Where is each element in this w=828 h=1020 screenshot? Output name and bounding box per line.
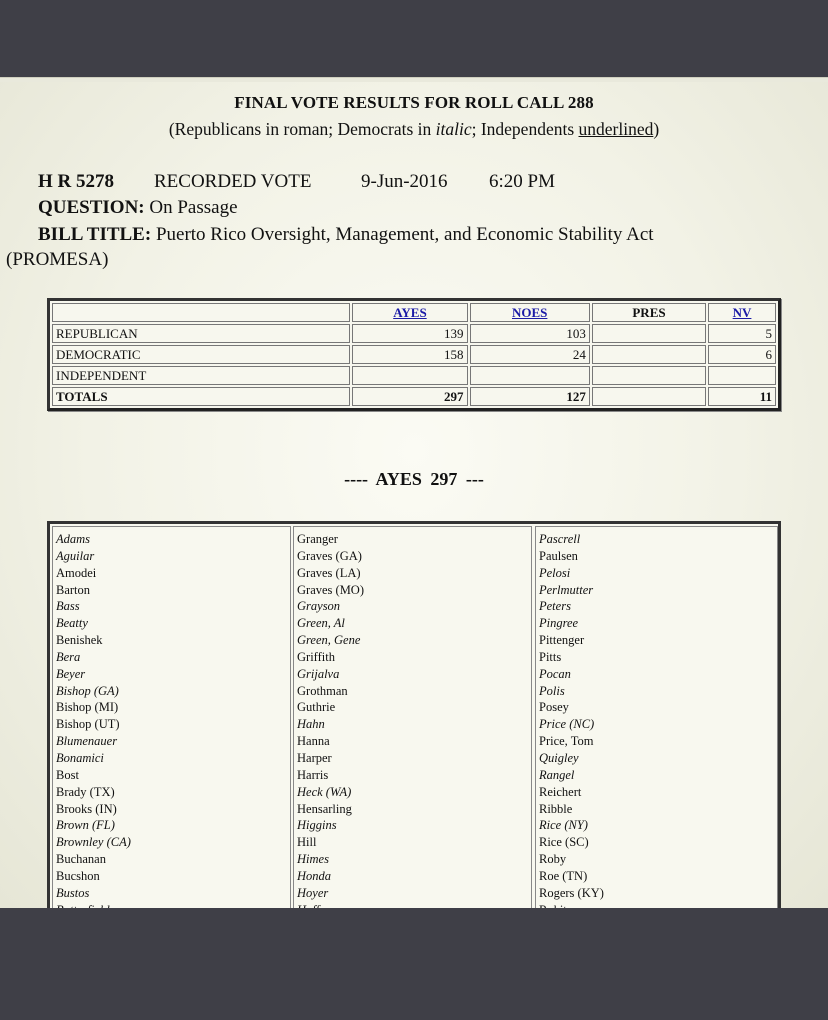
member-name: Graves (LA) [297,565,361,580]
nv-count: 6 [708,345,776,364]
party-label: TOTALS [52,387,350,406]
member-name: Grijalva [297,666,340,681]
question-text: On Passage [149,197,238,218]
bill-title-label: BILL TITLE: [38,224,152,245]
member-name: Peters [539,599,571,614]
member-name: Ribble [539,801,573,816]
member-name: Adams [56,532,91,546]
ayes-count: 297 [352,387,467,406]
member-name: Price (NC) [539,717,595,732]
member-name: Pitts [539,649,562,664]
member-name: Bustos [56,885,90,900]
pres-count [592,387,706,406]
ayes-link[interactable]: AYES [393,304,427,320]
member-name: Bera [56,649,81,664]
member-name: Roe (TN) [539,868,588,883]
member-name: Reichert [539,784,582,799]
member-name: Roby [539,852,567,867]
member-name: Polis [539,683,565,698]
member-name: Hill [297,835,317,850]
member-name: Bass [56,599,80,614]
summary-row-democratic [52,345,776,364]
ayes-count [352,366,467,385]
subtitle-mid: ; Independents [471,119,579,139]
member-name: Amodei [56,565,97,580]
party-label: DEMOCRATIC [52,345,350,364]
party-label: REPUBLICAN [52,324,350,343]
noes-count: 127 [470,387,590,406]
member-name: Rice (NY) [539,818,588,833]
member-name: Aguilar [56,548,95,563]
member-name: Bost [56,767,79,782]
question-label: QUESTION: [38,197,145,218]
summary-row-totals [52,387,776,406]
member-name: Harris [297,767,329,782]
member-name: Hensarling [297,801,352,816]
member-name: Bucshon [56,868,100,883]
ayes-count: 158 [352,345,467,364]
noes-count: 103 [470,324,590,343]
member-name: Bishop (GA) [56,683,119,698]
bill-number: H R 5278 [38,171,114,192]
member-name: Beatty [56,616,88,631]
noes-link[interactable]: NOES [512,304,548,320]
member-name: Graves (GA) [297,548,362,563]
subtitle-underlined: underlined [578,119,654,139]
member-name: Benishek [56,633,103,648]
member-name: Green, Gene [297,633,361,648]
member-name: Price, Tom [539,734,594,749]
bill-title-continuation: (PROMESA) [6,249,109,270]
member-name: Perlmutter [539,582,594,597]
member-name: Bishop (MI) [56,700,119,715]
summary-header-row [52,303,776,322]
bill-title-text: Puerto Rico Oversight, Management, and Economic Stability Act [155,224,654,245]
ayes-column-3 [535,526,778,946]
nv-count: 5 [708,324,776,343]
member-name: Paulsen [539,548,578,563]
nv-link[interactable]: NV [732,304,752,320]
member-name: Bishop (UT) [56,717,120,732]
member-name: Bonamici [56,750,104,765]
member-name: Heck (WA) [297,784,352,799]
member-name: Griffith [297,649,335,664]
nv-count: 11 [708,387,776,406]
member-name: Harper [297,750,332,765]
question-line [38,197,238,219]
member-name: Higgins [297,818,337,833]
member-name: Hahn [297,717,325,732]
ayes-count: 139 [352,324,467,343]
member-name: Grothman [297,683,348,698]
member-name: Hoyer [297,885,329,900]
page-edge [0,77,828,82]
member-name: Guthrie [297,700,336,715]
vote-type: RECORDED VOTE [154,171,312,192]
member-name: Hanna [297,734,330,749]
pres-count [592,324,706,343]
member-name: Rangel [539,767,575,782]
member-name: Pascrell [539,532,581,546]
noes-count: 24 [470,345,590,364]
member-name: Himes [297,852,329,867]
ayes-column-1 [52,526,291,946]
member-name: Pelosi [539,565,571,580]
summary-corner [52,303,350,322]
summary-row-republican [52,324,776,343]
member-name: Posey [539,700,569,715]
member-name: Brady (TX) [56,784,115,799]
vote-date: 9-Jun-2016 [361,171,448,192]
member-name: Graves (MO) [297,582,364,597]
header-ayes[interactable] [352,303,467,322]
page-subtitle [0,119,828,140]
member-name: Honda [297,868,332,883]
member-name: Buchanan [56,852,106,867]
subtitle-italic: italic [435,119,472,139]
member-name: Granger [297,532,338,546]
top-frame [0,0,828,77]
member-name: Rogers (KY) [539,885,604,900]
member-name: Grayson [297,599,341,614]
bill-title-line [38,224,654,246]
member-name: Green, Al [297,616,345,631]
member-name: Barton [56,582,91,597]
page-title: FINAL VOTE RESULTS FOR ROLL CALL 288 [234,93,594,112]
header-noes[interactable] [470,303,590,322]
header-pres: PRES [592,303,706,322]
header-nv[interactable] [708,303,776,322]
party-label: INDEPENDENT [52,366,350,385]
subtitle-close: ) [653,119,660,139]
pres-count [592,345,706,364]
ayes-names-table [47,521,781,941]
nv-count [708,366,776,385]
document-page [0,77,828,908]
summary-row-independent [52,366,776,385]
ayes-heading: ---- AYES 297 --- [344,469,484,489]
noes-count [470,366,590,385]
member-name: Blumenauer [56,734,118,749]
vote-summary-table [47,298,781,411]
ayes-column-2 [293,526,532,946]
member-name: Brown (FL) [56,818,115,833]
member-name: Pocan [539,666,571,681]
member-name: Pingree [539,616,579,631]
bottom-frame [0,908,828,1020]
member-name: Rice (SC) [539,835,589,850]
pres-count [592,366,706,385]
member-name: Quigley [539,750,579,765]
member-name: Pittenger [539,633,585,648]
subtitle-open: (Republicans in roman; Democrats in [168,119,436,139]
member-name: Brooks (IN) [56,801,117,816]
vote-time: 6:20 PM [489,171,555,192]
member-name: Brownley (CA) [56,835,131,850]
member-name: Beyer [56,666,86,681]
